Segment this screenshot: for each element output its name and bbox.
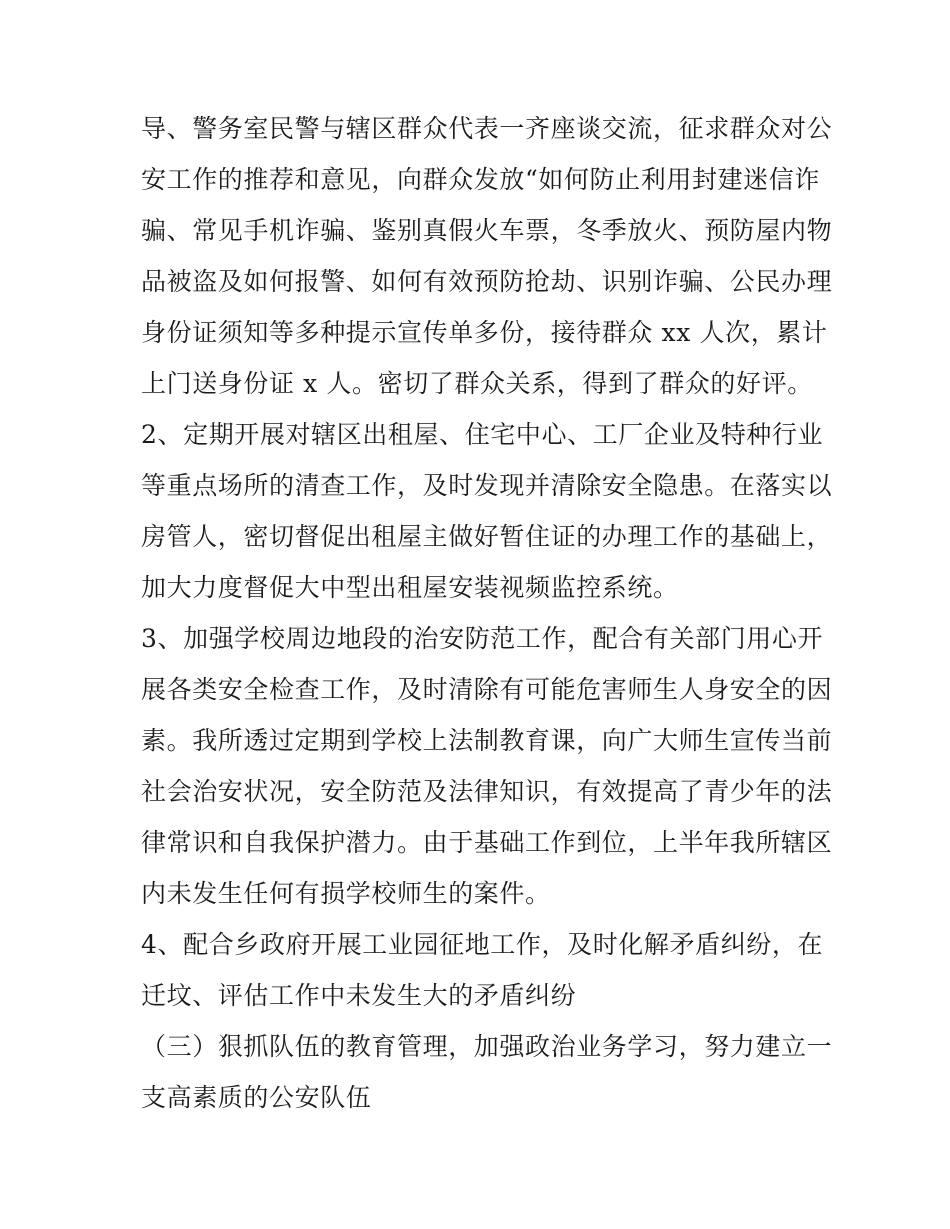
text-line: 导、警务室民警与辖区群众代表一齐座谈交流，征求群众对公 (141, 114, 833, 143)
text-line: 骗、常见手机诈骗、鉴别真假火车票，冬季放火、预防屋内物 (141, 216, 833, 245)
text-line: 品被盗及如何报警、如何有效预防抢劫、识别诈骗、公民办理 (141, 267, 833, 296)
text-line: 房管人，密切督促出租屋主做好暂住证的办理工作的基础上， (141, 522, 833, 551)
text-line: 等重点场所的清查工作，及时发现并清除安全隐患。在落实以 (141, 471, 833, 500)
body-text (141, 103, 833, 1123)
text-line: 素。我所透过定期到学校上法制教育课，向广大师生宣传当前 (141, 726, 833, 755)
text-line: 迁坟、评估工作中未发生大的矛盾纠纷 (141, 981, 577, 1010)
text-line: 安工作的推荐和意见，向群众发放“如何防止利用封建迷信诈 (141, 165, 820, 194)
text-line: 支高素质的公安队伍 (141, 1083, 372, 1112)
text-line: 展各类安全检查工作，及时清除有可能危害师生人身安全的因 (141, 675, 833, 704)
text-line: 社会治安状况，安全防范及法律知识，有效提高了青少年的法 (141, 777, 833, 806)
text-line: 2、定期开展对辖区出租屋、住宅中心、工厂企业及特种行业 (141, 420, 824, 449)
text-line: 身份证须知等多种提示宣传单多份，接待群众 xx 人次，累计 (141, 318, 828, 347)
text-line: 3、加强学校周边地段的治安防范工作，配合有关部门用心开 (141, 624, 824, 653)
text-line: 上门送身份证 x 人。密切了群众关系，得到了群众的好评。 (141, 369, 813, 398)
text-line: 律常识和自我保护潜力。由于基础工作到位，上半年我所辖区 (141, 828, 833, 857)
text-line: 内未发生任何有损学校师生的案件。 (141, 879, 551, 908)
text-line: （三）狠抓队伍的教育管理，加强政治业务学习，努力建立一 (141, 1032, 833, 1061)
text-line: 加大力度督促大中型出租屋安装视频监控系统。 (141, 573, 679, 602)
text-line: 4、配合乡政府开展工业园征地工作，及时化解矛盾纠纷，在 (141, 930, 824, 959)
